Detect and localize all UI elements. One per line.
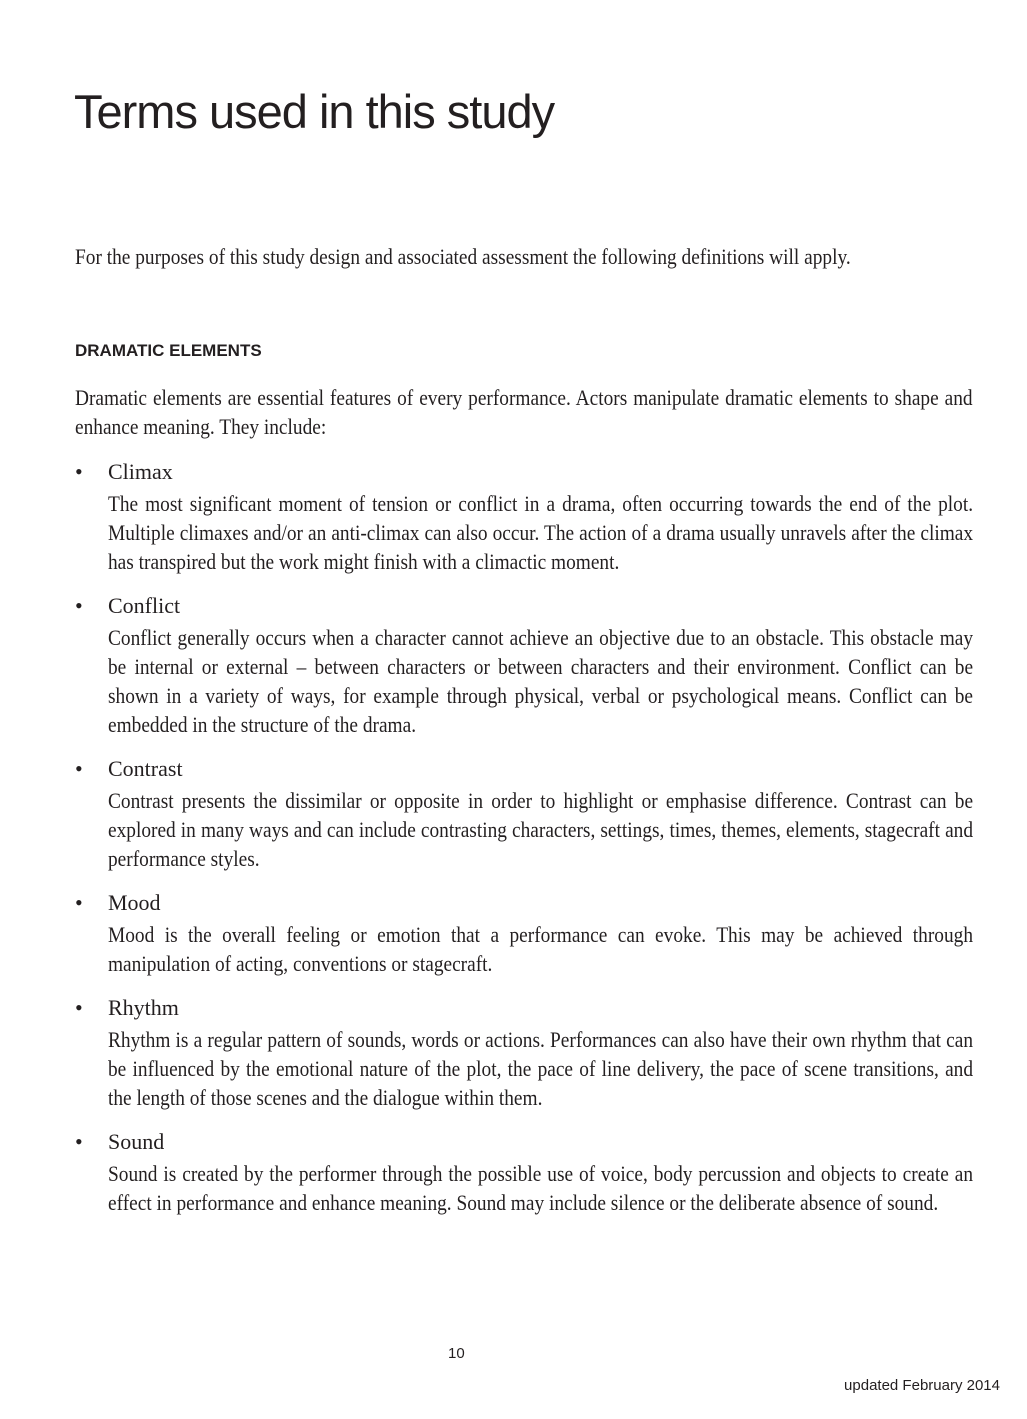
- term: Mood: [108, 890, 161, 915]
- definition: Conflict generally occurs when a character cannot achieve an objective due to an obstacle. This obstacle may be internal or external – between characters or between characters and their environment. Conflict can be shown in a variety of ways, for example through physical, verbal or psychological means. Conflict can be embedded in the structure of the drama.: [108, 625, 974, 737]
- term: Conflict: [108, 593, 181, 618]
- list-item-mood: [75, 888, 973, 978]
- page-number: 10: [448, 1345, 465, 1362]
- bullet: •: [75, 995, 83, 1020]
- definition: Rhythm is a regular pattern of sounds, words or actions. Performances can also have their own rhythm that can be influenced by the emotional nature of the plot, the pace of line delivery, the pace of scene transitions, and the length of those scenes and the dialogue within them.: [108, 1027, 974, 1110]
- bullet: •: [75, 1129, 83, 1154]
- list-item-rhythm: [75, 993, 973, 1112]
- section-heading: DRAMATIC ELEMENTS: [75, 341, 262, 360]
- term: Sound: [108, 1129, 165, 1154]
- bullet: •: [75, 890, 83, 915]
- term: Rhythm: [108, 995, 179, 1020]
- list-item-climax: [75, 457, 973, 576]
- section-lead: Dramatic elements are essential features of every performance. Actors manipulate dramatic elements to shape and enhance meaning. They include:: [75, 385, 973, 439]
- page-title: Terms used in this study: [74, 85, 555, 138]
- updated-note: updated February 2014: [844, 1377, 1000, 1394]
- definition: Contrast presents the dissimilar or opposite in order to highlight or emphasise difference. Contrast can be explored in many ways and can include contrasting characters, settings, times, themes, elements, stagecraft and performance styles.: [108, 788, 974, 871]
- list-item-contrast: [75, 754, 973, 873]
- term: Contrast: [108, 756, 183, 781]
- intro-paragraph: For the purposes of this study design and associated assessment the following definitions will apply.: [75, 244, 851, 269]
- list-item-sound: [75, 1127, 973, 1217]
- definition: Sound is created by the performer through the possible use of voice, body percussion and objects to create an effect in performance and enhance meaning. Sound may include silence or the deliberate absence of sound.: [108, 1161, 974, 1215]
- term: Climax: [108, 459, 173, 484]
- bullet: •: [75, 593, 83, 618]
- definition: Mood is the overall feeling or emotion that a performance can evoke. This may be achieved through manipulation of acting, conventions or stagecraft.: [108, 922, 974, 976]
- definition: The most significant moment of tension or conflict in a drama, often occurring towards the end of the plot. Multiple climaxes and/or an anti-climax can also occur. The action of a drama usually unravels after the climax has transpired but the work might finish with a climactic moment.: [108, 491, 974, 574]
- list-item-conflict: [75, 591, 973, 739]
- dramatic-elements-list: [75, 457, 973, 1232]
- bullet: •: [75, 459, 83, 484]
- bullet: •: [75, 756, 83, 781]
